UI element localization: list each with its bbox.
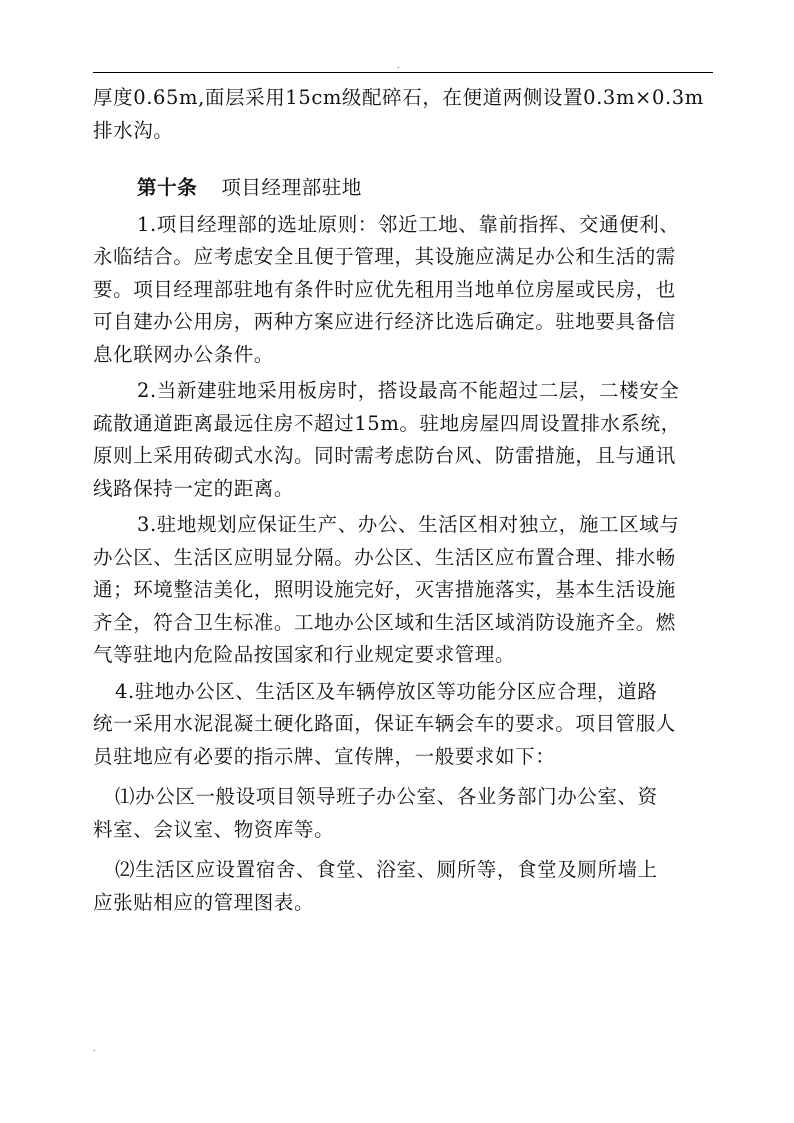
article-number: 第十条 (137, 176, 198, 199)
paragraph-4 (93, 676, 715, 774)
text-line: 通；环境整洁美化，照明设施完好，灭害措施落实，基本生活设施 (93, 578, 676, 601)
text-line: 齐全，符合卫生标准。工地办公区域和生活区域消防设施齐全。燃 (93, 610, 676, 634)
paragraph-2 (93, 375, 715, 505)
text-line: 排水沟。 (93, 118, 174, 142)
text-line: 应张贴相应的管理图表。 (93, 890, 315, 914)
header-rule (93, 72, 713, 73)
article-title: 项目经理部驻地 (221, 176, 363, 199)
text-line: 可自建办公用房，两种方案应进行经济比选后确定。驻地要具备信 (93, 310, 676, 333)
text-line: 2.当新建驻地采用板房时，搭设最高不能超过二层，二楼安全 (137, 379, 680, 402)
text-line: 1.项目经理部的选址原则：邻近工地、靠前指挥、交通便利、 (137, 212, 680, 236)
paragraph-1 (93, 209, 715, 372)
document-body (93, 82, 715, 919)
header-mark: . (397, 61, 400, 70)
text-line: 4.驻地办公区、生活区及车辆停放区等功能分区应合理，道路 (115, 679, 658, 703)
text-line: 线路保持一定的距离。 (93, 476, 295, 500)
list-item-1 (93, 781, 715, 846)
paragraph-3 (93, 509, 715, 672)
text-line: 员驻地应有必要的指示牌、宣传牌，一般要求如下： (93, 744, 556, 768)
text-line: 办公区、生活区应明显分隔。办公区、生活区应布置合理、排水畅 (93, 545, 676, 569)
article-heading (93, 172, 715, 205)
text-line: 料室、会议室、物资库等。 (93, 817, 335, 841)
text-line: 统一采用水泥混凝土硬化路面，保证车辆会车的要求。项目管服人 (93, 712, 676, 735)
text-line: 疏散通道距离最远住房不超过15m。驻地房屋四周设置排水系统， (93, 411, 681, 435)
text-line: 息化联网办公条件。 (93, 342, 274, 366)
intro-paragraph (93, 82, 715, 147)
text-line: 气等驻地内危险品按国家和行业规定要求管理。 (93, 643, 516, 666)
text-line: 永临结合。应考虑安全且便于管理，其设施应满足办公和生活的需 (93, 245, 676, 268)
text-line: 原则上采用砖砌式水沟。同时需考虑防台风、防雷措施，且与通讯 (93, 444, 676, 467)
list-item-2 (93, 854, 715, 919)
text-line: 要。项目经理部驻地有条件时应优先租用当地单位房屋或民房，也 (93, 277, 676, 301)
text-line: ⑵生活区应设置宿舍、食堂、浴室、厕所等，食堂及厕所墙上 (115, 858, 658, 881)
text-line: 3.驻地规划应保证生产、办公、生活区相对独立，施工区域与 (137, 513, 680, 536)
text-line: ⑴办公区一般设项目领导班子办公室、各业务部门办公室、资 (115, 785, 658, 808)
footer-mark: . (93, 1044, 96, 1053)
text-line: 厚度0.65m,面层采用15cm级配碎石，在便道两侧设置0.3m×0.3m (93, 86, 704, 109)
